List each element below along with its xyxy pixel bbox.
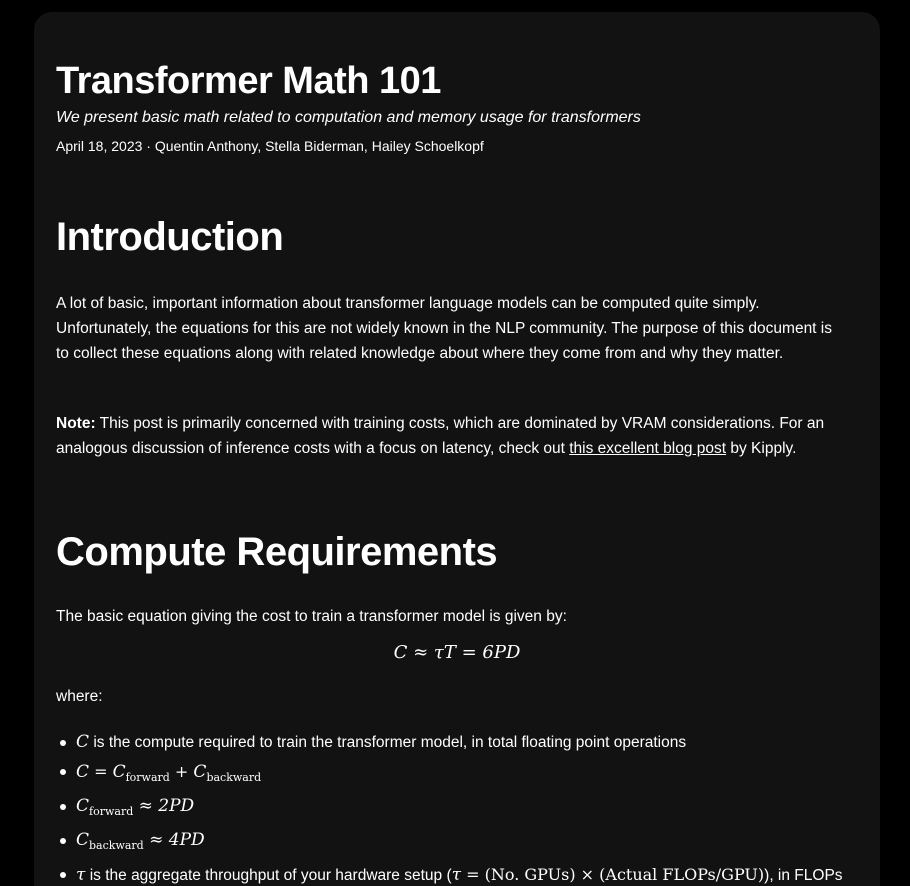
post-meta: April 18, 2023 · Quentin Anthony, Stella Biderman, Hailey Schoelkopf [56, 138, 484, 154]
math-symbol: τ [76, 865, 86, 885]
blog-post-link[interactable]: this excellent blog post [569, 440, 727, 457]
math-operator: = [89, 762, 113, 781]
note-text: This post is primarily concerned with training costs, which are dominated by VRAM considerations. For an analogous discussion of inference costs with a focus on latency, check out [56, 415, 825, 457]
note-paragraph [56, 411, 846, 461]
math-expression: = (No. GPUs) × (Actual FLOPs/GPU) [461, 865, 765, 884]
introduction-heading: Introduction [56, 215, 284, 259]
math-operator: + [169, 762, 194, 781]
list-item [56, 730, 856, 755]
math-symbol: C [112, 762, 126, 782]
math-symbol: C [193, 762, 207, 782]
list-item [56, 828, 856, 858]
list-item [56, 759, 856, 790]
math-expression: ≈ 4PD [143, 830, 205, 850]
math-symbol: C [76, 796, 90, 816]
math-subscript: backward [89, 839, 144, 852]
training-cost-equation: C ≈ τT = 6PD [393, 642, 521, 663]
note-tail: by Kipply. [726, 440, 797, 457]
article-card [34, 12, 880, 886]
math-symbol: C [76, 732, 90, 752]
math-subscript: backward [206, 771, 262, 784]
page-subtitle: We present basic math related to computation and memory usage for transformers [56, 109, 641, 126]
list-item-text: is the aggregate throughput of your hardware setup ( [85, 867, 452, 884]
math-symbol: C [76, 830, 90, 850]
list-item-text: ), in FLOPs [764, 867, 843, 884]
list-item [56, 862, 856, 886]
list-item [56, 794, 856, 824]
introduction-paragraph: A lot of basic, important information about transformer language models can be computed quite simply. Unfortunately, the equations for this are not widely known in the NLP community. The purpose of this document is to collect these equations along with related knowledge about where they come from and why they matter. [56, 295, 832, 362]
math-expression: ≈ 2PD [133, 796, 195, 816]
where-label: where: [56, 688, 103, 705]
page-title: Transformer Math 101 [56, 60, 441, 102]
compute-requirements-heading: Compute Requirements [56, 530, 498, 574]
list-item-text: is the compute required to train the transformer model, in total floating point operations [89, 734, 687, 751]
math-symbol: C [76, 762, 90, 782]
math-symbol: τ [451, 865, 462, 885]
note-label: Note: [56, 415, 96, 432]
math-subscript: forward [125, 771, 170, 784]
compute-intro: The basic equation giving the cost to train a transformer model is given by: [56, 608, 567, 625]
definitions-list [56, 730, 856, 886]
math-subscript: forward [89, 805, 134, 818]
